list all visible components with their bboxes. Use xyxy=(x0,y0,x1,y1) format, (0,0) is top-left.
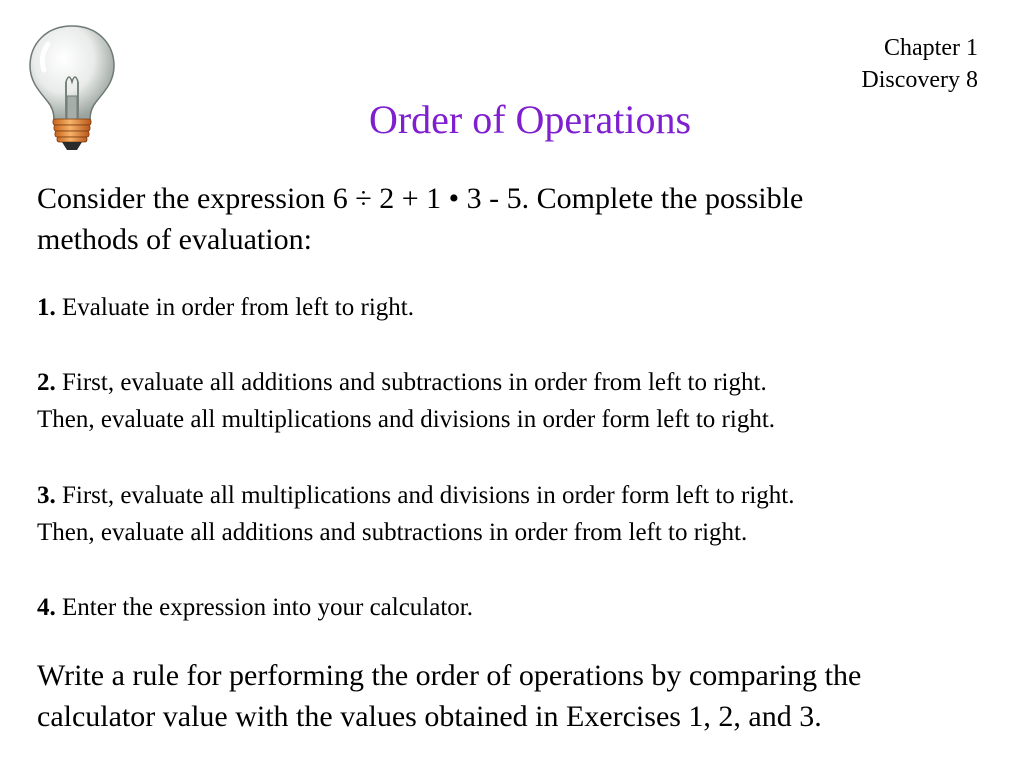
closing-line-1: Write a rule for performing the order of operations by comparing the xyxy=(37,659,862,692)
method-item-1-line-1 xyxy=(37,289,997,326)
method-item-2-text: First, evaluate all additions and subtractions in order from left to right. xyxy=(62,369,767,396)
method-item-3-line-2: Then, evaluate all additions and subtractions in order from left to right. xyxy=(37,519,748,546)
method-item-4 xyxy=(37,589,997,626)
method-item-4-text: Enter the expression into your calculator. xyxy=(62,594,473,621)
method-item-2-line-1 xyxy=(37,364,997,401)
method-item-1-text: Evaluate in order from left to right. xyxy=(62,294,414,321)
method-item-4-number: 4. xyxy=(37,594,56,621)
method-item-3-text: First, evaluate all multiplications and divisions in order form left to right. xyxy=(62,482,795,509)
method-item-3-line-1 xyxy=(37,477,997,514)
method-item-2-line-2: Then, evaluate all multiplications and divisions in order form left to right. xyxy=(37,406,776,433)
chapter-number: Chapter 1 xyxy=(884,35,978,61)
closing-line-2: calculator value with the values obtained in Exercises 1, 2, and 3. xyxy=(37,700,822,733)
discovery-number: Discovery 8 xyxy=(861,67,978,93)
chapter-label xyxy=(861,32,978,96)
method-item-1-number: 1. xyxy=(37,294,56,321)
intro-line-1: Consider the expression 6 ÷ 2 + 1 • 3 - 5. Complete the possible xyxy=(37,182,804,215)
method-item-2-number: 2. xyxy=(37,369,56,396)
page-title: Order of Operations xyxy=(368,97,692,142)
method-item-2 xyxy=(37,364,997,438)
method-item-3-number: 3. xyxy=(37,482,56,509)
closing-paragraph xyxy=(37,655,997,737)
method-item-4-line-1 xyxy=(37,589,997,626)
method-item-1 xyxy=(37,289,997,326)
method-item-3 xyxy=(37,477,997,551)
intro-line-2: methods of evaluation: xyxy=(37,223,312,256)
intro-paragraph xyxy=(37,178,997,260)
